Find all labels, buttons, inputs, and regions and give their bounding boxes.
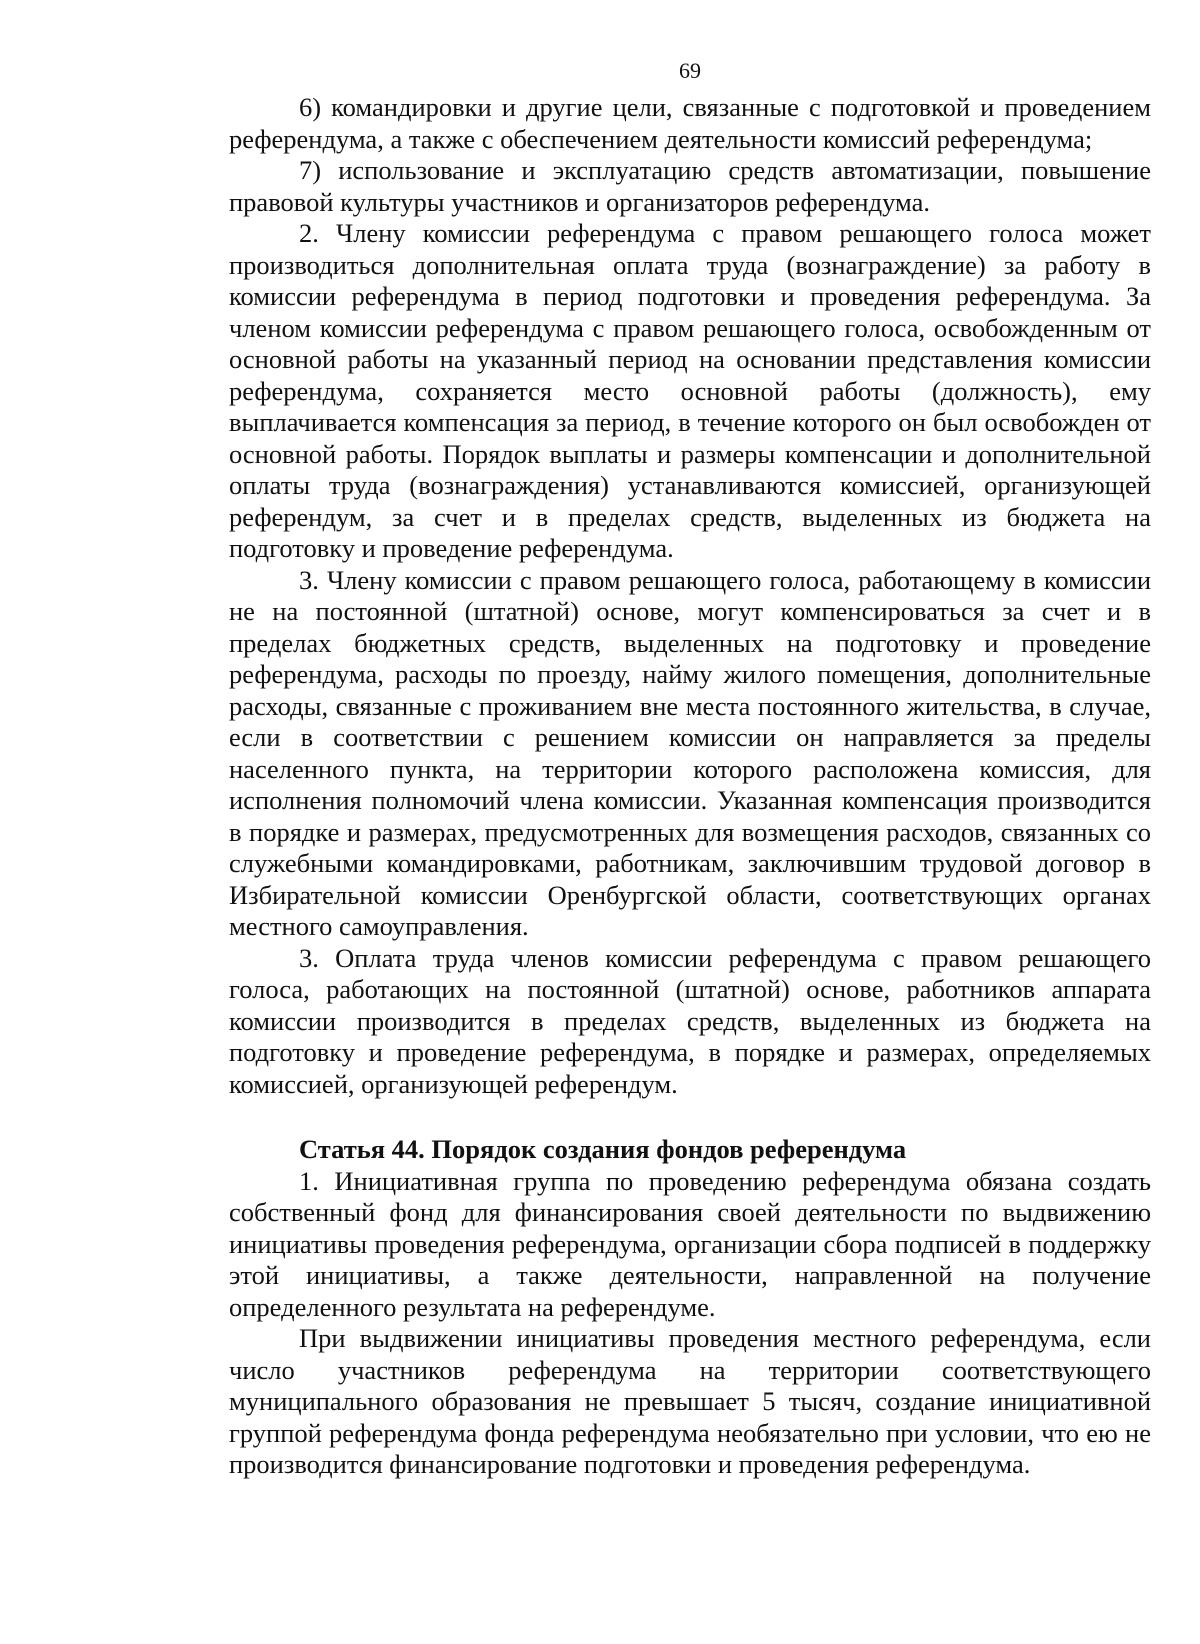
paragraph-clause-3-compensation: 3. Члену комиссии с правом решающего голоса, работающему в комиссии не на постоянной (штатной) основе, могут компенсироваться за счет и в пределах бюджетных средств, выделенных на подготовку и проведение референдума, расходы по проезду, найму жилого помещения, дополнительные расходы, связанные с проживанием вне места постоянного жительства, в случае, если в соответствии с решением комиссии он направляется за пределы населенного пункта, на территории которого расположена комиссия, для исполнения полномочий члена комиссии. Указанная компенсация производится в порядке и размерах, предусмотренных для возмещения расходов, связанных со служебными командировками, работникам, заключившим трудовой договор в Избирательной комиссии Оренбургской области, соответствующих органах местного самоуправления. xyxy=(229,564,1151,941)
article-paragraph-1: 1. Инициативная группа по проведению референдума обязана создать собственный фонд для финансирования своей деятельности по выдвижению инициативы проведения референдума, организации сбора подписей в поддержку этой инициативы, а также деятельности, направленной на получение определенного результата на референдуме. xyxy=(229,1165,1151,1322)
document-body xyxy=(229,92,1151,1481)
article-paragraph-2: При выдвижении инициативы проведения местного референдума, если число участников референдума на территории соответствующего муниципального образования не превышает 5 тысяч, создание инициативной группой референдума фонда референдума необязательно при условии, что ею не производится финансирование подготовки и проведения референдума. xyxy=(229,1323,1151,1479)
page-number: 69 xyxy=(679,58,701,83)
article-heading: Статья 44. Порядок создания фондов референдума xyxy=(299,1134,907,1164)
paragraph-item-6: 6) командировки и другие цели, связанные с подготовкой и проведением референдума, а также с обеспечением деятельности комиссий референдума; xyxy=(229,92,1151,154)
paragraph-clause-3-payment: 3. Оплата труда членов комиссии референдума с правом решающего голоса, работающих на постоянной (штатной) основе, работников аппарата комиссии производится в пределах средств, выделенных из бюджета на подготовку и проведение референдума, в порядке и размерах, определяемых комиссией, организующей референдум. xyxy=(229,942,1151,1099)
paragraph-clause-2: 2. Члену комиссии референдума с правом решающего голоса может производиться дополнительная оплата труда (вознаграждение) за работу в комиссии референдума в период подготовки и проведения референдума. За членом комиссии референдума с правом решающего голоса, освобожденным от основной работы на указанный период на основании представления комиссии референдума, сохраняется место основной работы (должность), ему выплачивается компенсация за период, в течение которого он был освобожден от основной работы. Порядок выплаты и размеры компенсации и дополнительной оплаты труда (вознаграждения) устанавливаются комиссией, организующей референдум, за счет и в пределах средств, выделенных из бюджета на подготовку и проведение референдума. xyxy=(229,218,1151,563)
paragraph-item-7: 7) использование и эксплуатацию средств автоматизации, повышение правовой культуры участников и организаторов референдума. xyxy=(229,155,1151,217)
